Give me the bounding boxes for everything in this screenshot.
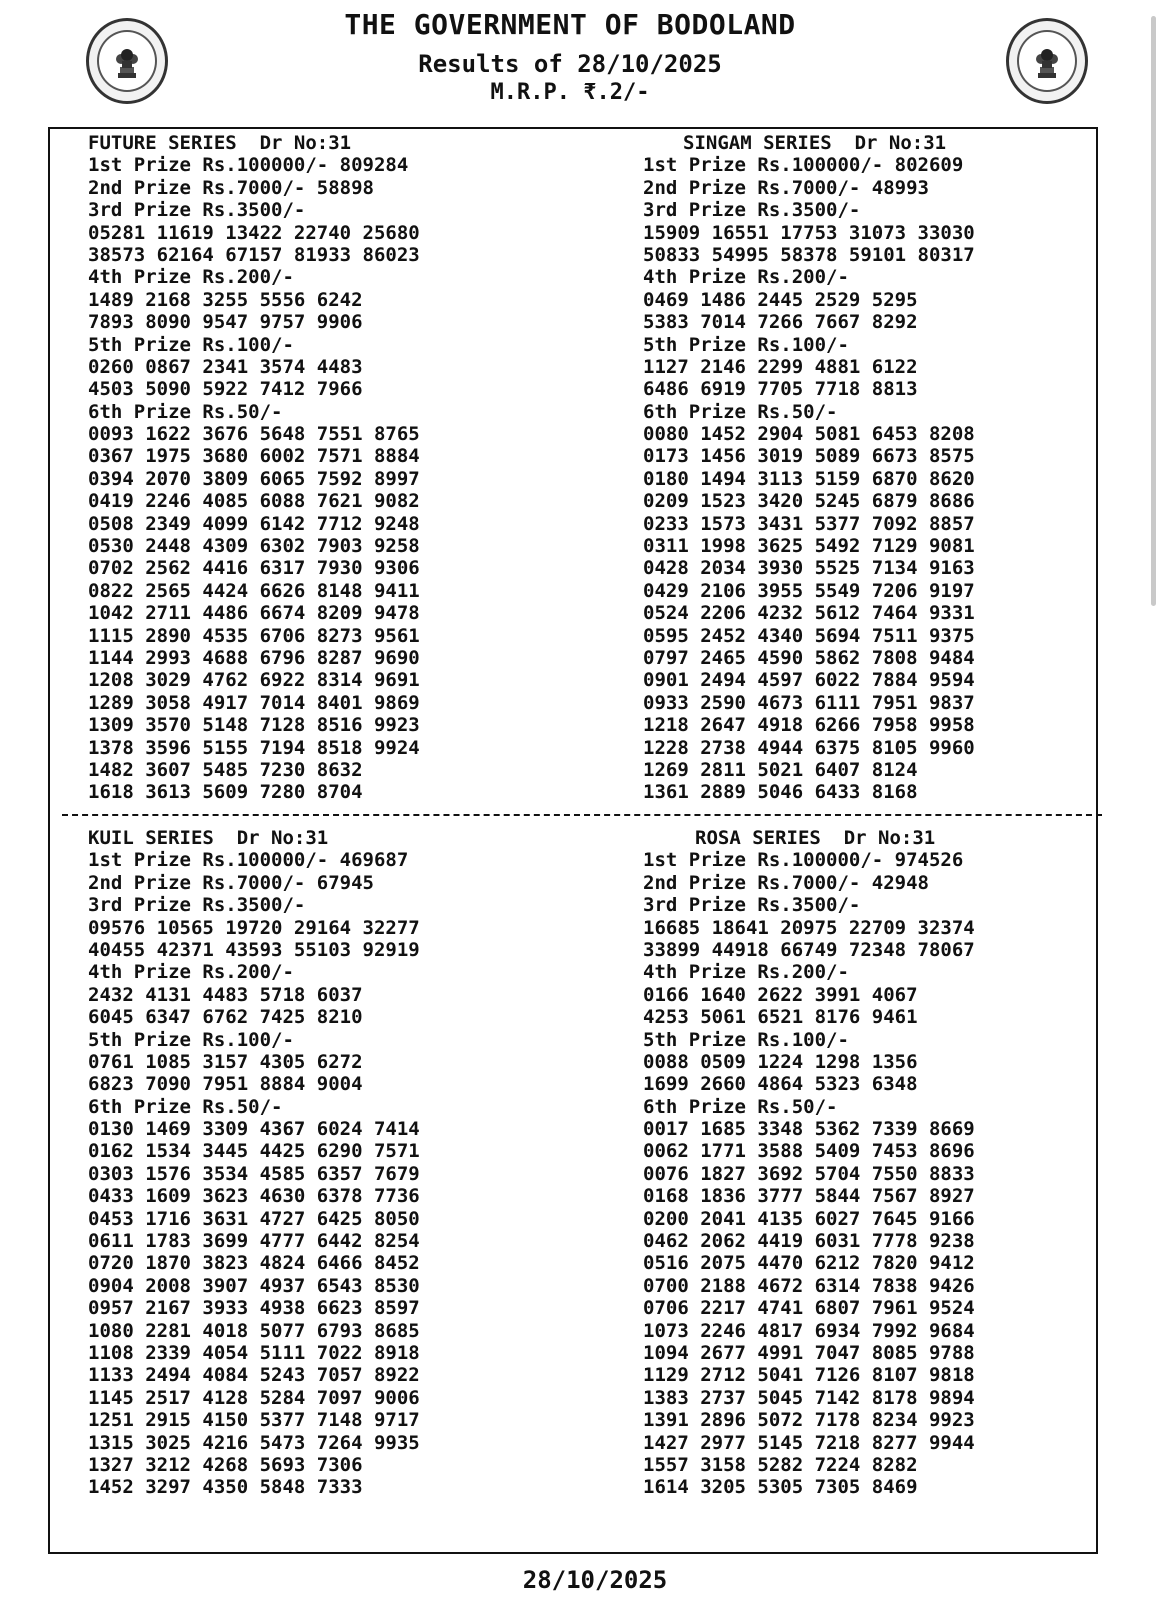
- third-prize-numbers: 05281 11619 13422 22740 25680: [88, 221, 420, 244]
- sixth-prize-numbers: 0076 1827 3692 5704 7550 8833: [643, 1162, 975, 1185]
- sixth-prize-numbers: 1361 2889 5046 6433 8168: [643, 781, 918, 804]
- first-prize: 1st Prize Rs.100000/- 802609: [643, 154, 964, 177]
- fourth-prize-label: 4th Prize Rs.200/-: [643, 266, 849, 289]
- fourth-prize-numbers: 7893 8090 9547 9757 9906: [88, 311, 363, 334]
- third-prize-label: 3rd Prize Rs.3500/-: [88, 199, 306, 222]
- fourth-prize-label: 4th Prize Rs.200/-: [88, 266, 294, 289]
- second-prize: 2nd Prize Rs.7000/- 48993: [643, 176, 929, 199]
- sixth-prize-numbers: 0093 1622 3676 5648 7551 8765: [88, 423, 420, 446]
- sixth-prize-label: 6th Prize Rs.50/-: [88, 400, 283, 423]
- sixth-prize-numbers: 0062 1771 3588 5409 7453 8696: [643, 1140, 975, 1163]
- sixth-prize-numbers: 1218 2647 4918 6266 7958 9958: [643, 714, 975, 737]
- fifth-prize-numbers: 1127 2146 2299 4881 6122: [643, 355, 918, 378]
- sixth-prize-numbers: 0180 1494 3113 5159 6870 8620: [643, 467, 975, 490]
- third-prize-label: 3rd Prize Rs.3500/-: [643, 894, 861, 917]
- sixth-prize-numbers: 0901 2494 4597 6022 7884 9594: [643, 669, 975, 692]
- sixth-prize-numbers: 0453 1716 3631 4727 6425 8050: [88, 1207, 420, 1230]
- sixth-prize-numbers: 1391 2896 5072 7178 8234 9923: [643, 1409, 975, 1432]
- sixth-prize-numbers: 0200 2041 4135 6027 7645 9166: [643, 1207, 975, 1230]
- sixth-prize-numbers: 1208 3029 4762 6922 8314 9691: [88, 669, 420, 692]
- mrp-price: M.R.P. ₹.2/-: [490, 80, 650, 105]
- fourth-prize-numbers: 0166 1640 2622 3991 4067: [643, 983, 918, 1006]
- footer-date: 28/10/2025: [522, 1566, 668, 1594]
- sixth-prize-numbers: 1327 3212 4268 5693 7306: [88, 1453, 363, 1476]
- sixth-prize-numbers: 0130 1469 3309 4367 6024 7414: [88, 1118, 420, 1141]
- sixth-prize-numbers: 0611 1783 3699 4777 6442 8254: [88, 1230, 420, 1253]
- sixth-prize-numbers: 1144 2993 4688 6796 8287 9690: [88, 646, 420, 669]
- fifth-prize-numbers: 0761 1085 3157 4305 6272: [88, 1050, 363, 1073]
- sixth-prize-numbers: 1073 2246 4817 6934 7992 9684: [643, 1319, 975, 1342]
- series-heading: [88, 827, 420, 849]
- lion-capital-icon: [1030, 41, 1064, 81]
- sixth-prize-numbers: 0303 1576 3534 4585 6357 7679: [88, 1162, 420, 1185]
- section-divider: [62, 814, 1102, 816]
- sixth-prize-numbers: 0822 2565 4424 6626 8148 9411: [88, 579, 420, 602]
- fifth-prize-numbers: 6486 6919 7705 7718 8813: [643, 378, 918, 401]
- draw-number: Dr No:31: [259, 132, 352, 154]
- sixth-prize-numbers: 0706 2217 4741 6807 7961 9524: [643, 1297, 975, 1320]
- first-prize: 1st Prize Rs.100000/- 974526: [643, 849, 964, 872]
- sixth-prize-numbers: 1145 2517 4128 5284 7097 9006: [88, 1386, 420, 1409]
- fifth-prize-label: 5th Prize Rs.100/-: [88, 1028, 294, 1051]
- series-name: KUIL SERIES: [88, 827, 214, 849]
- fourth-prize-label: 4th Prize Rs.200/-: [643, 961, 849, 984]
- series-block-singam: [643, 132, 975, 804]
- results-date: Results of 28/10/2025: [418, 50, 722, 78]
- sixth-prize-numbers: 0508 2349 4099 6142 7712 9248: [88, 512, 420, 535]
- fifth-prize-label: 5th Prize Rs.100/-: [643, 333, 849, 356]
- sixth-prize-numbers: 1289 3058 4917 7014 8401 9869: [88, 691, 420, 714]
- sixth-prize-numbers: 0530 2448 4309 6302 7903 9258: [88, 535, 420, 558]
- sixth-prize-label: 6th Prize Rs.50/-: [88, 1095, 283, 1118]
- fourth-prize-numbers: 4253 5061 6521 8176 9461: [643, 1006, 918, 1029]
- sixth-prize-numbers: 0720 1870 3823 4824 6466 8452: [88, 1252, 420, 1275]
- sixth-prize-numbers: 1133 2494 4084 5243 7057 8922: [88, 1364, 420, 1387]
- fifth-prize-numbers: 0088 0509 1224 1298 1356: [643, 1050, 918, 1073]
- sixth-prize-numbers: 0933 2590 4673 6111 7951 9837: [643, 691, 975, 714]
- series-name: FUTURE SERIES: [88, 132, 237, 154]
- sixth-prize-numbers: 1452 3297 4350 5848 7333: [88, 1476, 363, 1499]
- second-prize: 2nd Prize Rs.7000/- 42948: [643, 871, 929, 894]
- third-prize-numbers: 38573 62164 67157 81933 86023: [88, 243, 420, 266]
- series-block-kuil: [88, 827, 420, 1499]
- series-block-rosa: [643, 827, 975, 1499]
- sixth-prize-numbers: 0173 1456 3019 5089 6673 8575: [643, 445, 975, 468]
- sixth-prize-numbers: 0524 2206 4232 5612 7464 9331: [643, 602, 975, 625]
- sixth-prize-numbers: 1251 2915 4150 5377 7148 9717: [88, 1409, 420, 1432]
- fifth-prize-label: 5th Prize Rs.100/-: [643, 1028, 849, 1051]
- fourth-prize-numbers: 6045 6347 6762 7425 8210: [88, 1006, 363, 1029]
- third-prize-numbers: 50833 54995 58378 59101 80317: [643, 243, 975, 266]
- sixth-prize-numbers: 1080 2281 4018 5077 6793 8685: [88, 1319, 420, 1342]
- draw-number: Dr No:31: [854, 132, 947, 154]
- sixth-prize-numbers: 0462 2062 4419 6031 7778 9238: [643, 1230, 975, 1253]
- third-prize-label: 3rd Prize Rs.3500/-: [88, 894, 306, 917]
- page-title: THE GOVERNMENT OF BODOLAND: [344, 8, 796, 41]
- third-prize-label: 3rd Prize Rs.3500/-: [643, 199, 861, 222]
- first-prize: 1st Prize Rs.100000/- 469687: [88, 849, 409, 872]
- sixth-prize-numbers: 0700 2188 4672 6314 7838 9426: [643, 1274, 975, 1297]
- sixth-prize-numbers: 0428 2034 3930 5525 7134 9163: [643, 557, 975, 580]
- sixth-prize-numbers: 0595 2452 4340 5694 7511 9375: [643, 624, 975, 647]
- sixth-prize-numbers: 1115 2890 4535 6706 8273 9561: [88, 624, 420, 647]
- sixth-prize-numbers: 1614 3205 5305 7305 8469: [643, 1476, 918, 1499]
- sixth-prize-numbers: 1378 3596 5155 7194 8518 9924: [88, 736, 420, 759]
- sixth-prize-numbers: 0904 2008 3907 4937 6543 8530: [88, 1274, 420, 1297]
- sixth-prize-numbers: 1228 2738 4944 6375 8105 9960: [643, 736, 975, 759]
- fourth-prize-label: 4th Prize Rs.200/-: [88, 961, 294, 984]
- series-name: ROSA SERIES: [695, 827, 821, 849]
- sixth-prize-numbers: 1557 3158 5282 7224 8282: [643, 1453, 918, 1476]
- series-heading: [643, 827, 975, 849]
- scrollbar[interactable]: [1151, 16, 1156, 606]
- sixth-prize-numbers: 0702 2562 4416 6317 7930 9306: [88, 557, 420, 580]
- sixth-prize-numbers: 0080 1452 2904 5081 6453 8208: [643, 423, 975, 446]
- sixth-prize-numbers: 0433 1609 3623 4630 6378 7736: [88, 1185, 420, 1208]
- third-prize-numbers: 15909 16551 17753 31073 33030: [643, 221, 975, 244]
- third-prize-numbers: 09576 10565 19720 29164 32277: [88, 916, 420, 939]
- sixth-prize-numbers: 0957 2167 3933 4938 6623 8597: [88, 1297, 420, 1320]
- series-heading: [88, 132, 420, 154]
- fifth-prize-numbers: 4503 5090 5922 7412 7966: [88, 378, 363, 401]
- fourth-prize-numbers: 1489 2168 3255 5556 6242: [88, 288, 363, 311]
- series-heading: [643, 132, 975, 154]
- sixth-prize-numbers: 0209 1523 3420 5245 6879 8686: [643, 490, 975, 513]
- sixth-prize-numbers: 1129 2712 5041 7126 8107 9818: [643, 1364, 975, 1387]
- fourth-prize-numbers: 2432 4131 4483 5718 6037: [88, 983, 363, 1006]
- fourth-prize-numbers: 0469 1486 2445 2529 5295: [643, 288, 918, 311]
- draw-number: Dr No:31: [236, 827, 329, 849]
- series-block-future: [88, 132, 420, 804]
- fifth-prize-label: 5th Prize Rs.100/-: [88, 333, 294, 356]
- sixth-prize-numbers: 1108 2339 4054 5111 7022 8918: [88, 1341, 420, 1364]
- sixth-prize-numbers: 0168 1836 3777 5844 7567 8927: [643, 1185, 975, 1208]
- emblem-icon: [1017, 30, 1077, 92]
- council-seal-right: [1006, 18, 1088, 104]
- sixth-prize-numbers: 1427 2977 5145 7218 8277 9944: [643, 1431, 975, 1454]
- fourth-prize-numbers: 5383 7014 7266 7667 8292: [643, 311, 918, 334]
- fifth-prize-numbers: 1699 2660 4864 5323 6348: [643, 1073, 918, 1096]
- sixth-prize-numbers: 0017 1685 3348 5362 7339 8669: [643, 1118, 975, 1141]
- sixth-prize-numbers: 1309 3570 5148 7128 8516 9923: [88, 714, 420, 737]
- sixth-prize-numbers: 0311 1998 3625 5492 7129 9081: [643, 535, 975, 558]
- sixth-prize-numbers: 0516 2075 4470 6212 7820 9412: [643, 1252, 975, 1275]
- fifth-prize-numbers: 0260 0867 2341 3574 4483: [88, 355, 363, 378]
- sixth-prize-numbers: 0162 1534 3445 4425 6290 7571: [88, 1140, 420, 1163]
- draw-number: Dr No:31: [843, 827, 936, 849]
- sixth-prize-numbers: 1269 2811 5021 6407 8124: [643, 758, 918, 781]
- sixth-prize-label: 6th Prize Rs.50/-: [643, 1095, 838, 1118]
- sixth-prize-numbers: 1482 3607 5485 7230 8632: [88, 758, 363, 781]
- page-header: [0, 0, 1165, 125]
- sixth-prize-label: 6th Prize Rs.50/-: [643, 400, 838, 423]
- sixth-prize-numbers: 0367 1975 3680 6002 7571 8884: [88, 445, 420, 468]
- series-name: SINGAM SERIES: [683, 132, 832, 154]
- fifth-prize-numbers: 6823 7090 7951 8884 9004: [88, 1073, 363, 1096]
- sixth-prize-numbers: 1094 2677 4991 7047 8085 9788: [643, 1341, 975, 1364]
- third-prize-numbers: 16685 18641 20975 22709 32374: [643, 916, 975, 939]
- sixth-prize-numbers: 0233 1573 3431 5377 7092 8857: [643, 512, 975, 535]
- third-prize-numbers: 33899 44918 66749 72348 78067: [643, 938, 975, 961]
- sixth-prize-numbers: 0419 2246 4085 6088 7621 9082: [88, 490, 420, 513]
- third-prize-numbers: 40455 42371 43593 55103 92919: [88, 938, 420, 961]
- first-prize: 1st Prize Rs.100000/- 809284: [88, 154, 409, 177]
- sixth-prize-numbers: 0394 2070 3809 6065 7592 8997: [88, 467, 420, 490]
- sixth-prize-numbers: 0429 2106 3955 5549 7206 9197: [643, 579, 975, 602]
- second-prize: 2nd Prize Rs.7000/- 58898: [88, 176, 374, 199]
- sixth-prize-numbers: 1042 2711 4486 6674 8209 9478: [88, 602, 420, 625]
- sixth-prize-numbers: 1618 3613 5609 7280 8704: [88, 781, 363, 804]
- sixth-prize-numbers: 1315 3025 4216 5473 7264 9935: [88, 1431, 420, 1454]
- second-prize: 2nd Prize Rs.7000/- 67945: [88, 871, 374, 894]
- sixth-prize-numbers: 0797 2465 4590 5862 7808 9484: [643, 646, 975, 669]
- sixth-prize-numbers: 1383 2737 5045 7142 8178 9894: [643, 1386, 975, 1409]
